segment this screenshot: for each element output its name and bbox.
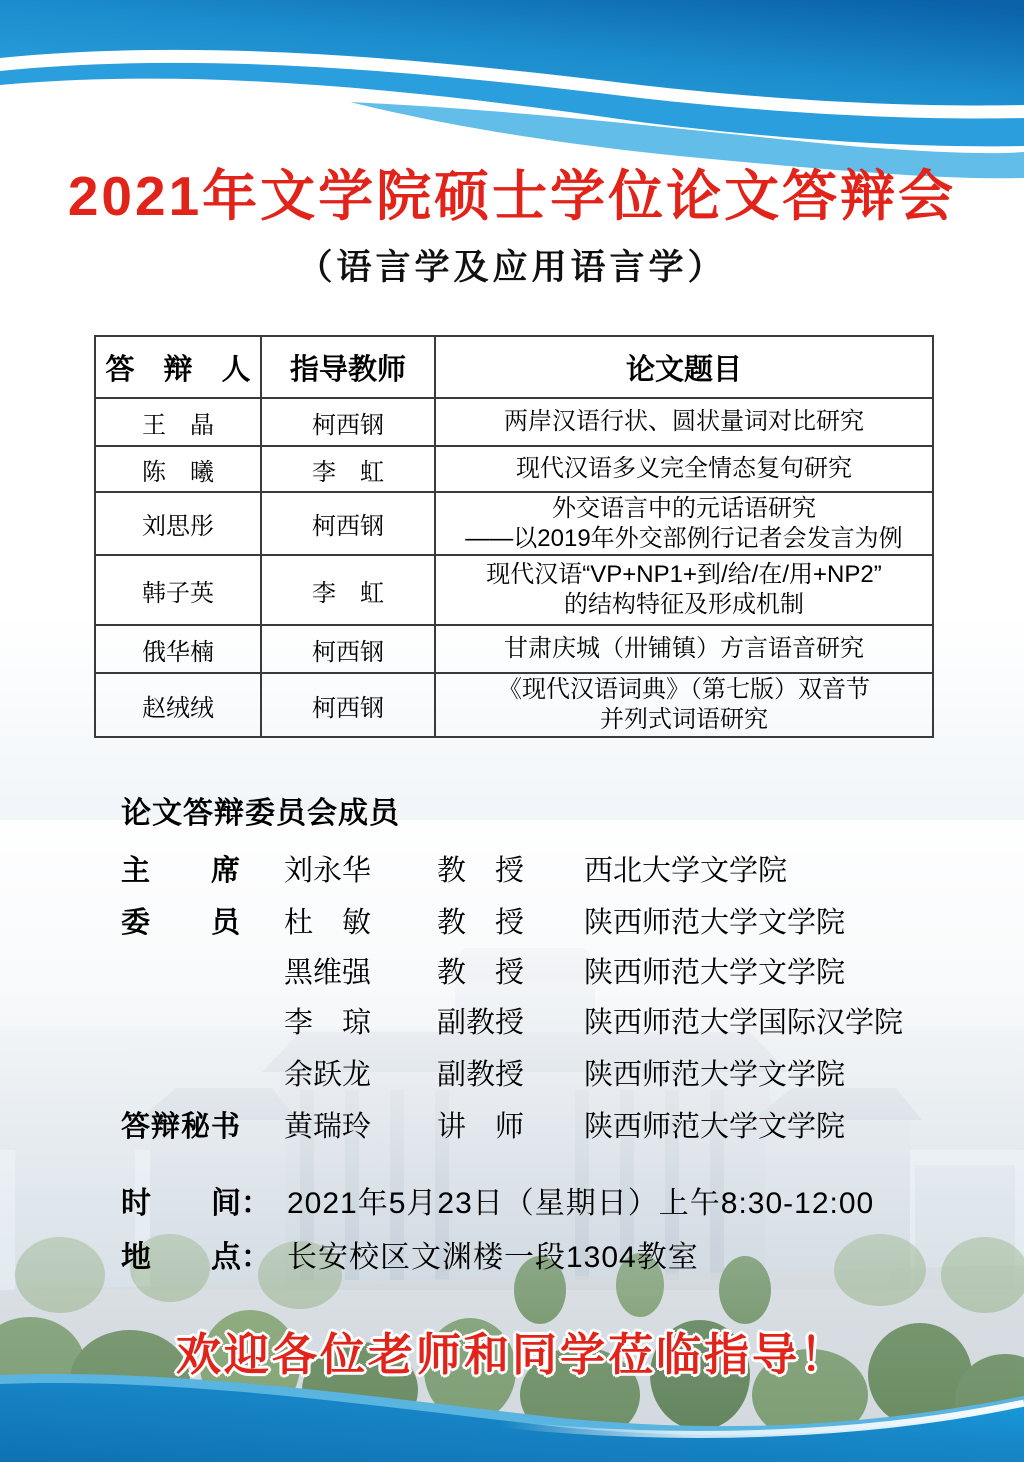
committee-role: 委 员	[121, 907, 242, 939]
committee-row	[0, 950, 1024, 988]
committee-title: 教 授	[437, 957, 525, 989]
committee-name: 李 琼	[284, 1007, 372, 1039]
header-defender: 答 辩 人	[95, 336, 261, 398]
committee-name: 余跃龙	[284, 1059, 372, 1091]
committee-title: 教 授	[437, 907, 525, 939]
thesis-title: 甘肃庆城（卅铺镇）方言语音研究	[504, 635, 864, 662]
advisor-name: 柯西钢	[261, 673, 435, 737]
header-advisor: 指导教师	[261, 336, 435, 398]
defender-name: 刘思彤	[95, 492, 261, 555]
committee-institution: 西北大学文学院	[584, 855, 788, 887]
location-value: 长安校区文渊楼一段1304教室	[287, 1241, 699, 1274]
time-label: 时 间：	[121, 1187, 271, 1220]
table-row	[95, 492, 933, 555]
committee-institution: 陕西师范大学文学院	[584, 957, 846, 989]
defender-name: 俄华楠	[95, 625, 261, 673]
thesis-title: 两岸汉语行状、圆状量词对比研究	[504, 408, 864, 435]
committee-name: 杜 敏	[284, 907, 372, 939]
thesis-title-line2: 的结构特征及形成机制	[564, 591, 804, 618]
location-label: 地 点：	[121, 1241, 271, 1274]
time-value: 2021年5月23日（星期日）上午8:30-12:00	[287, 1187, 875, 1220]
table-header-row	[95, 336, 933, 398]
committee-role: 答辩秘书	[121, 1111, 242, 1143]
defender-name: 王 晶	[95, 398, 261, 446]
committee-title: 副教授	[437, 1059, 525, 1091]
defender-name: 赵绒绒	[95, 673, 261, 737]
thesis-title: 外交语言中的元话语研究	[552, 494, 816, 522]
page-title: 2021年文学院硕士学位论文答辩会	[67, 165, 957, 227]
committee-title: 讲 师	[437, 1111, 525, 1143]
thesis-title: 《现代汉语词典》（第七版）双音节	[498, 676, 870, 703]
thesis-title-line2: 并列式词语研究	[600, 706, 768, 733]
table-row	[95, 673, 933, 737]
table-row	[95, 625, 933, 673]
committee-row	[0, 1000, 1024, 1038]
committee-institution: 陕西师范大学文学院	[584, 907, 846, 939]
thesis-title: 现代汉语“VP+NP1+到/给/在/用+NP2”	[486, 561, 882, 588]
committee-row	[0, 1104, 1024, 1142]
committee-name: 刘永华	[284, 855, 372, 887]
advisor-name: 柯西钢	[261, 398, 435, 446]
committee-title: 教 授	[437, 855, 525, 887]
table-row	[95, 398, 933, 446]
committee-row	[0, 1052, 1024, 1090]
advisor-name: 柯西钢	[261, 625, 435, 673]
advisor-name: 柯西钢	[261, 492, 435, 555]
committee-name: 黑维强	[284, 957, 372, 989]
committee-institution: 陕西师范大学国际汉学院	[584, 1007, 904, 1039]
thesis-title-line2: ——以2019年外交部例行记者会发言为例	[465, 524, 903, 552]
welcome-message: 欢迎各位老师和同学莅临指导！	[175, 1329, 848, 1380]
defender-name: 陈 曦	[95, 446, 261, 492]
page-subtitle: （语言学及应用语言学）	[297, 248, 727, 287]
committee-institution: 陕西师范大学文学院	[584, 1059, 846, 1091]
header-thesis: 论文题目	[435, 336, 933, 398]
defense-table	[94, 335, 934, 738]
defender-name: 韩子英	[95, 555, 261, 625]
advisor-name: 李 虹	[261, 555, 435, 625]
table-row	[95, 446, 933, 492]
committee-title: 副教授	[437, 1007, 525, 1039]
committee-heading: 论文答辩委员会成员	[121, 797, 400, 830]
detail-row-time	[0, 1178, 1024, 1218]
committee-row	[0, 900, 1024, 938]
thesis-title: 现代汉语多义完全情态复句研究	[516, 455, 852, 482]
advisor-name: 李 虹	[261, 446, 435, 492]
table-row	[95, 555, 933, 625]
committee-role: 主 席	[121, 855, 242, 887]
committee-institution: 陕西师范大学文学院	[584, 1111, 846, 1143]
committee-row	[0, 848, 1024, 886]
committee-name: 黄瑞玲	[284, 1111, 372, 1143]
